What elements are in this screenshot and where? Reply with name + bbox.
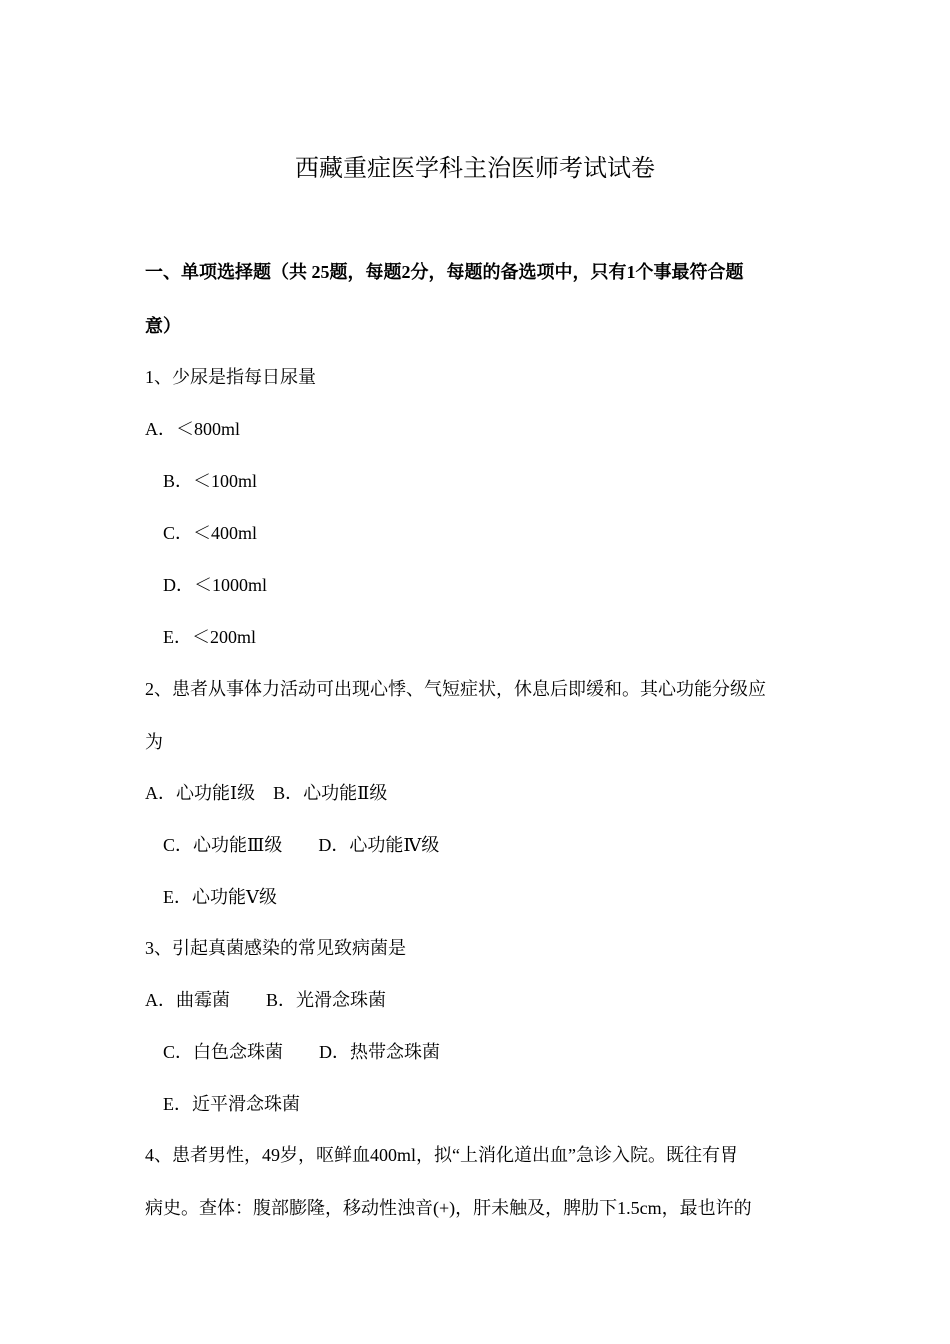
question-3-option-b: B．光滑念珠菌	[266, 990, 387, 1010]
question-3-option-c: C．白色念珠菌	[163, 1042, 284, 1062]
section-heading-line-1: 一、单项选择题（共 25题，每题2分，每题的备选项中，只有1个事最符合题	[145, 262, 744, 282]
question-2-options-row-1	[145, 780, 387, 806]
question-3-option-d: D．热带念珠菌	[319, 1042, 441, 1062]
question-2-options-row-2	[163, 832, 439, 858]
question-1-option-d: D．＜1000ml	[163, 575, 268, 595]
question-1-option-a: A．＜800ml	[145, 419, 241, 439]
question-3-stem: 3、引起真菌感染的常见致病菌是	[145, 938, 406, 958]
question-3-option-e: E．近平滑念珠菌	[163, 1094, 300, 1114]
question-1-stem: 1、少尿是指每日尿量	[145, 367, 316, 387]
question-2-option-c: C．心功能Ⅲ级	[163, 835, 283, 855]
question-2-stem-line-1: 2、患者从事体力活动可出现心悸、气短症状，休息后即缓和。其心功能分级应	[145, 679, 766, 699]
question-2-option-b: B．心功能Ⅱ级	[273, 783, 388, 803]
question-1-option-c: C．＜400ml	[163, 523, 258, 543]
question-2-option-d: D．心功能Ⅳ级	[318, 835, 440, 855]
question-3-options-row-1	[145, 987, 386, 1013]
question-2-option-a: A．心功能Ⅰ级	[145, 783, 256, 803]
question-1-option-e: E．＜200ml	[163, 627, 256, 647]
question-2-option-e: E．心功能Ⅴ级	[163, 887, 277, 907]
question-1-option-b: B．＜100ml	[163, 471, 258, 491]
question-4-stem-line-2: 病史。查体：腹部膨隆，移动性浊音(+)，肝未触及，脾肋下1.5cm，最也许的	[145, 1198, 752, 1218]
question-3-options-row-2	[163, 1039, 440, 1065]
section-heading-line-2: 意）	[145, 316, 181, 336]
document-title: 西藏重症医学科主治医师考试试卷	[295, 156, 655, 182]
question-2-stem-line-2: 为	[145, 732, 163, 752]
question-4-stem-line-1: 4、患者男性，49岁，呕鲜血400ml，拟“上消化道出血”急诊入院。既往有胃	[145, 1145, 738, 1165]
question-3-option-a: A．曲霉菌	[145, 990, 230, 1010]
